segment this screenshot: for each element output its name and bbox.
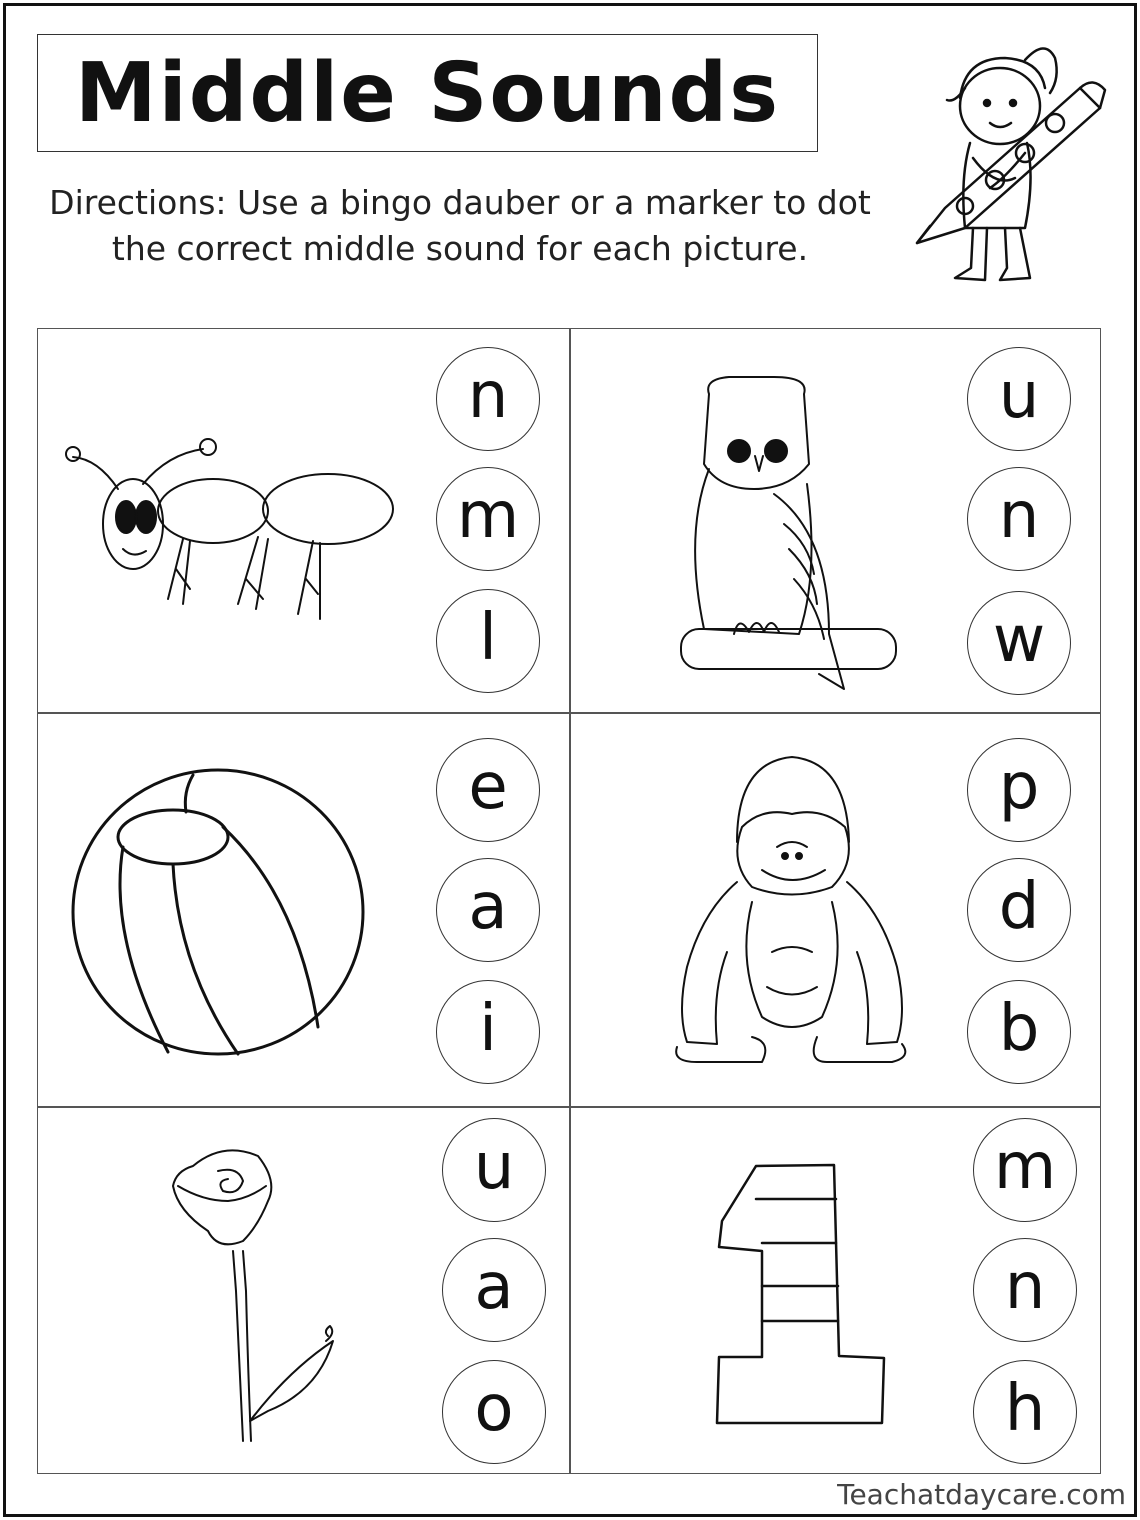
title-box bbox=[37, 34, 818, 152]
option-circle[interactable]: d bbox=[967, 858, 1071, 962]
cell-rose bbox=[38, 1106, 569, 1474]
option-circle[interactable]: w bbox=[967, 591, 1071, 695]
option-circle[interactable]: e bbox=[436, 738, 540, 842]
option-circle[interactable]: n bbox=[973, 1238, 1077, 1342]
cell-owl bbox=[569, 329, 1100, 712]
option-circle[interactable]: i bbox=[436, 980, 540, 1084]
option-circle[interactable]: n bbox=[436, 347, 540, 451]
option-circle[interactable]: m bbox=[973, 1118, 1077, 1222]
option-circle[interactable]: m bbox=[436, 467, 540, 571]
directions-text: Directions: Use a bingo dauber or a marker to dot the correct middle sound for each picture. bbox=[49, 183, 871, 268]
page-title: Middle Sounds bbox=[74, 45, 781, 141]
option-circle[interactable]: n bbox=[967, 467, 1071, 571]
number-one-icon bbox=[714, 1161, 889, 1431]
option-circle[interactable]: a bbox=[442, 1238, 546, 1342]
kid-with-crayon-icon bbox=[905, 28, 1115, 288]
cell-number-one bbox=[569, 1106, 1100, 1474]
cell-gorilla bbox=[569, 712, 1100, 1106]
option-circle[interactable]: o bbox=[442, 1360, 546, 1464]
ball-icon bbox=[68, 767, 368, 1062]
rose-icon bbox=[148, 1141, 348, 1456]
gorilla-icon bbox=[667, 752, 917, 1072]
worksheet-grid bbox=[37, 328, 1101, 1474]
option-circle[interactable]: h bbox=[973, 1360, 1077, 1464]
option-circle[interactable]: p bbox=[967, 738, 1071, 842]
cell-ant bbox=[38, 329, 569, 712]
option-circle[interactable]: u bbox=[967, 347, 1071, 451]
cell-ball bbox=[38, 712, 569, 1106]
footer-credit: Teachatdaycare.com bbox=[837, 1478, 1126, 1511]
option-circle[interactable]: b bbox=[967, 980, 1071, 1084]
option-circle[interactable]: a bbox=[436, 858, 540, 962]
option-circle[interactable]: l bbox=[436, 589, 540, 693]
ant-icon bbox=[58, 429, 398, 629]
option-circle[interactable]: u bbox=[442, 1118, 546, 1222]
owl-icon bbox=[679, 374, 909, 699]
